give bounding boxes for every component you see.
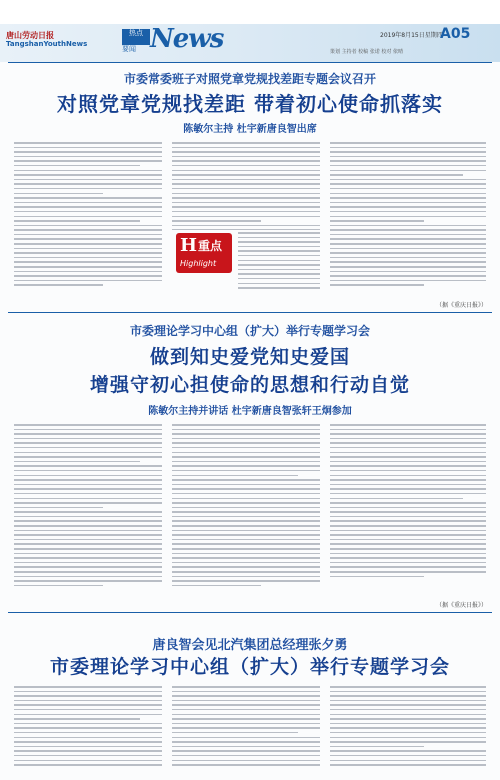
paper-name: 唐山劳动日报 — [6, 31, 54, 40]
divider — [8, 312, 492, 313]
article1-column-2b — [238, 232, 320, 292]
article3-column-2 — [172, 686, 320, 772]
article1-byline: 陈敏尔主持 杜宇新唐良智出席 — [183, 124, 317, 135]
article2-headline-line1: 做到知史爱党知史爱国 — [149, 346, 350, 368]
paper-sub: TangshanYouthNews — [6, 40, 88, 48]
editors-line: 策划 主持者 校稿 张诺 校对 依晴 — [330, 49, 403, 55]
badge-zh: 重点 — [198, 239, 223, 253]
divider — [8, 612, 492, 613]
masthead — [0, 0, 500, 62]
article3-headline: 市委理论学习中心组（扩大）举行专题学习会 — [49, 656, 450, 678]
article2-kicker: 市委理论学习中心组（扩大）举行专题学习会 — [129, 324, 370, 338]
article2-column-3 — [330, 424, 486, 594]
article3-column-1 — [14, 686, 162, 772]
badge-en: Highlight — [180, 259, 217, 268]
article1-kicker: 市委常委班子对照党章党规找差距专题会议召开 — [123, 72, 376, 86]
article2-byline: 陈敏尔主持并讲话 杜宇新唐良智张轩王炯参加 — [148, 406, 352, 417]
article1-column-3 — [330, 142, 486, 292]
highlight-badge — [176, 233, 232, 273]
article1-source: （据《重庆日报》） — [436, 302, 488, 309]
article2-source: （据《重庆日报》） — [436, 602, 488, 609]
article2-column-1 — [14, 424, 162, 594]
divider — [8, 62, 492, 63]
article1-column-1 — [14, 142, 162, 292]
article3-kicker: 唐良智会见北汽集团总经理张夕勇 — [152, 638, 348, 653]
article1-column-2 — [172, 142, 320, 230]
article1-headline: 对照党章党规找差距 带着初心使命抓落实 — [57, 92, 443, 116]
article2-column-2 — [172, 424, 320, 594]
article2-headline-line2: 增强守初心担使命的思想和行动自觉 — [89, 374, 410, 396]
badge-letter-icon: H — [180, 235, 198, 256]
section-tag: 热点 — [122, 29, 150, 45]
page-number: A05 — [440, 26, 471, 42]
issue-date: 2019年8月15日星期四 — [380, 32, 443, 39]
section-sub: 要闻 — [122, 45, 136, 53]
article3-column-3 — [330, 686, 486, 772]
section-word: News — [150, 24, 224, 54]
